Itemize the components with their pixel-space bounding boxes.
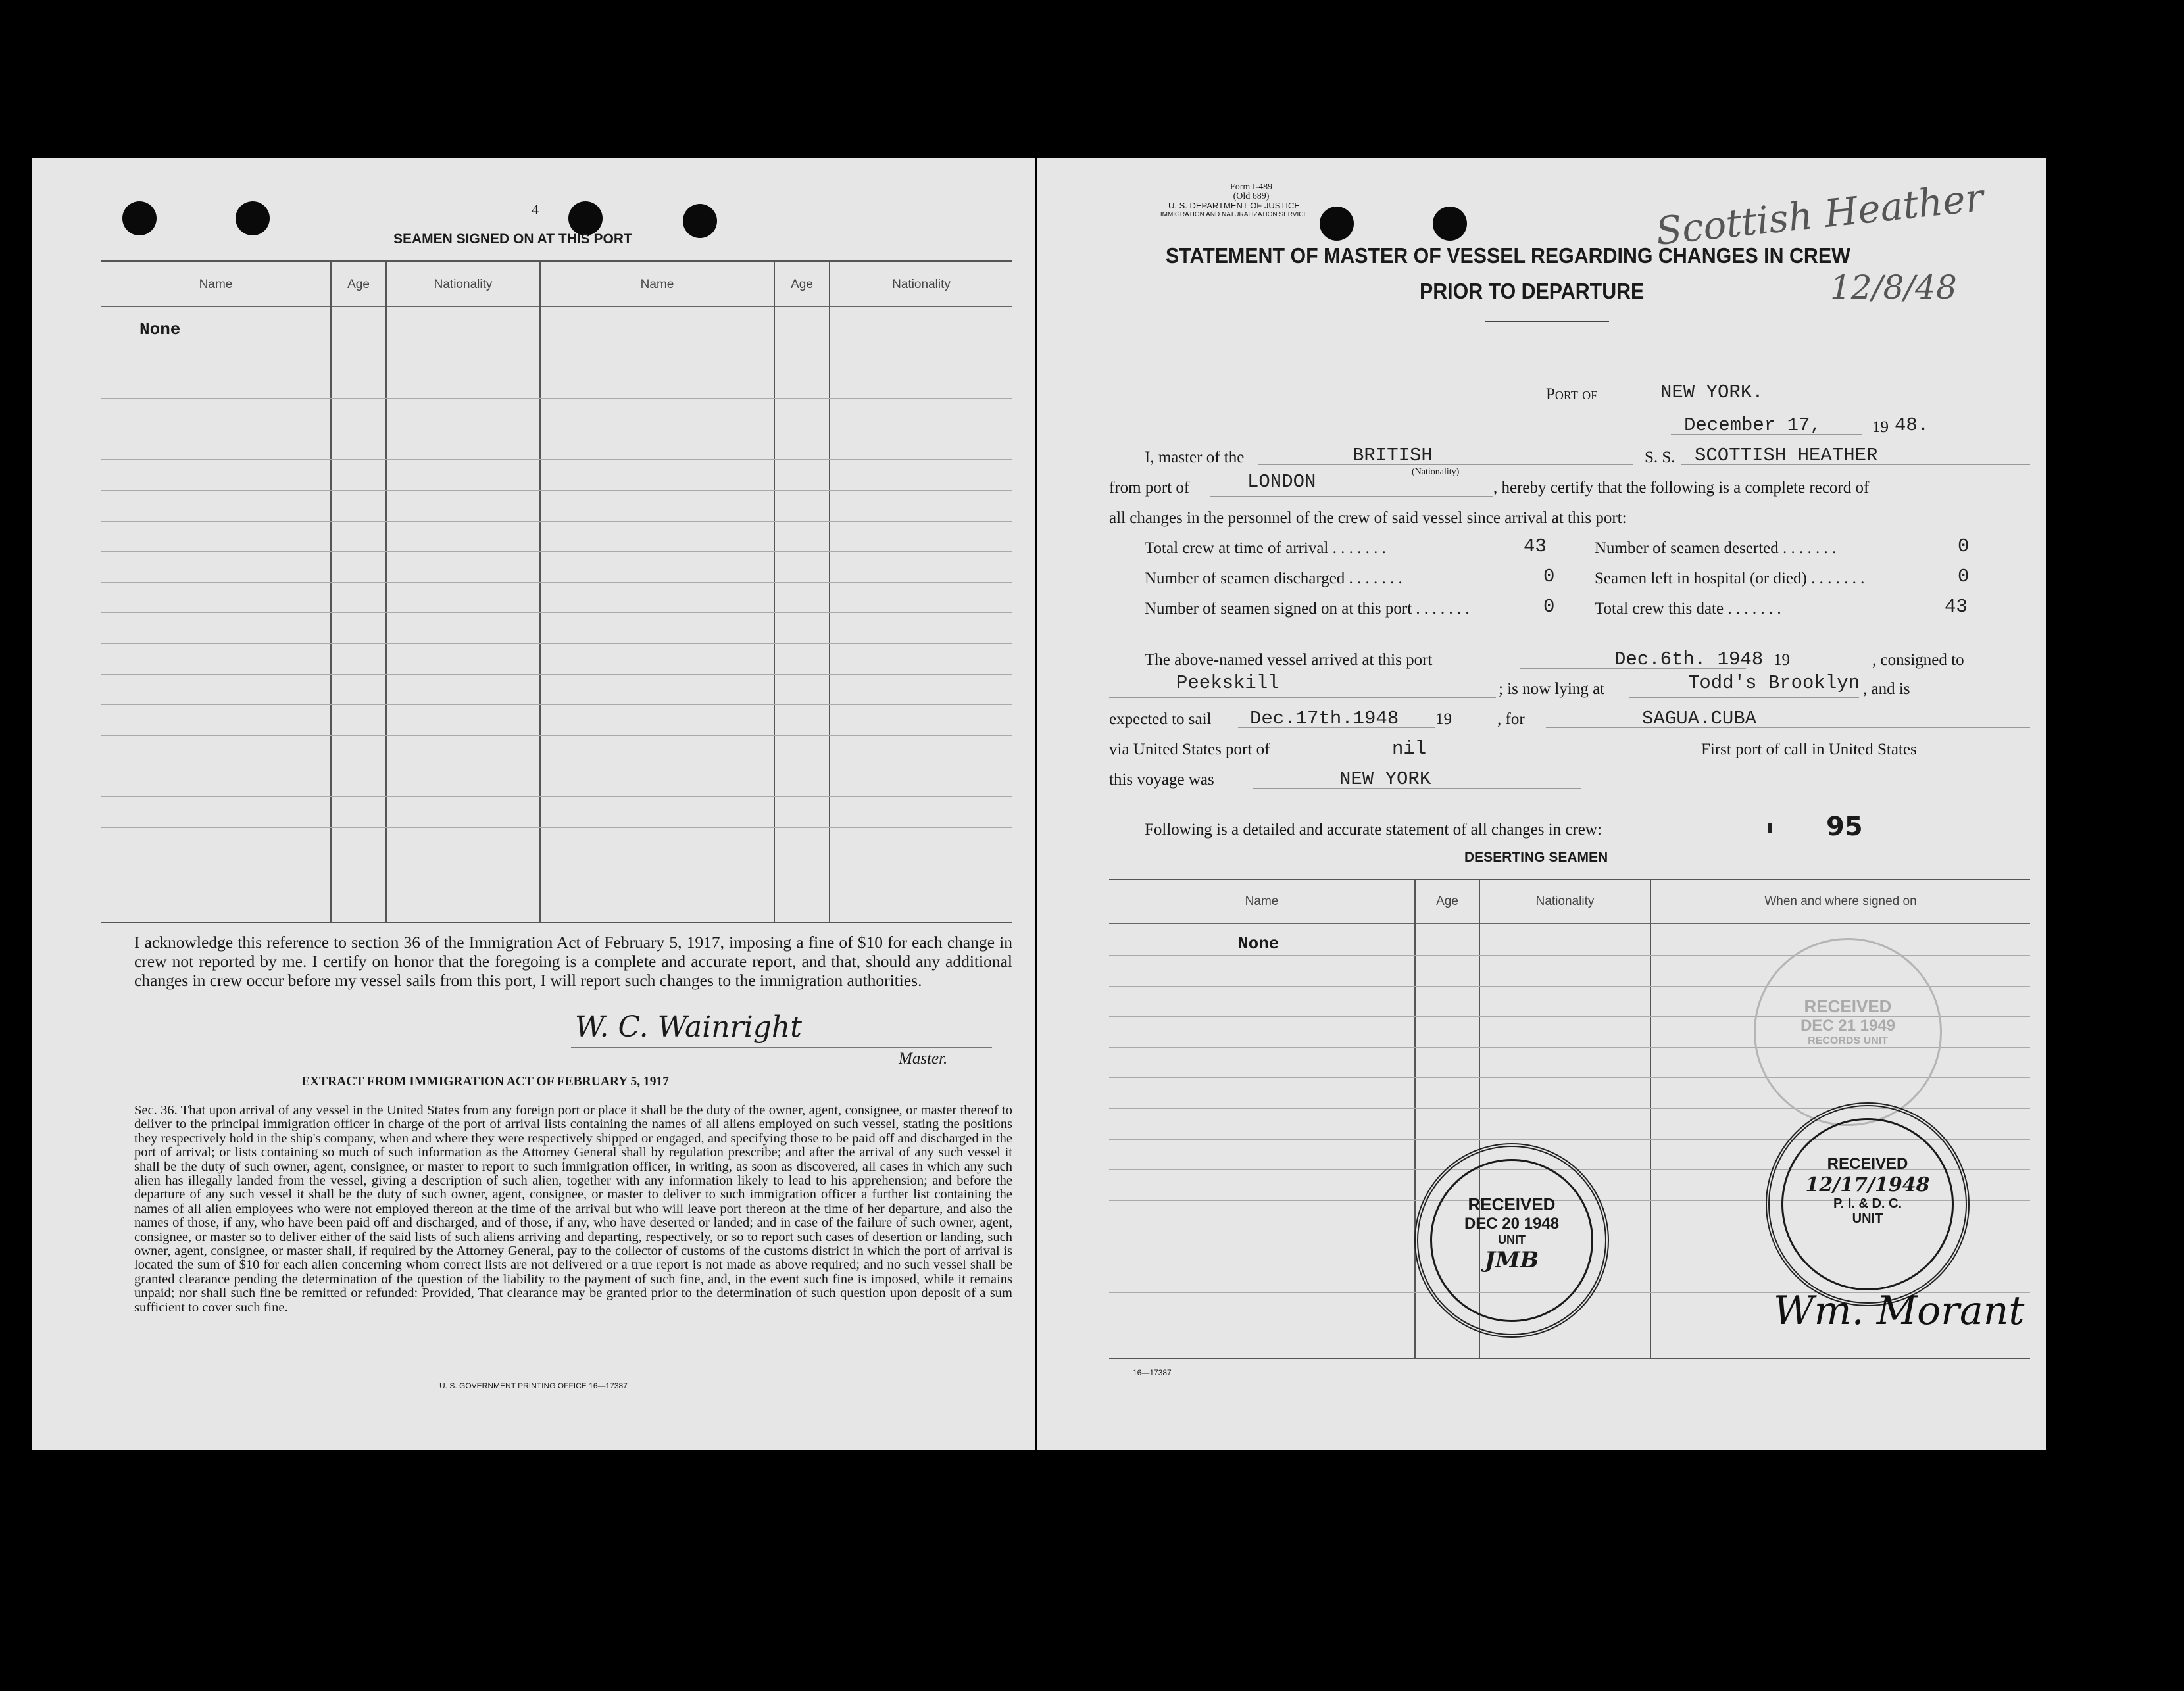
via-value: nil [1392,738,1427,760]
from-port-value: LONDON [1247,471,1316,493]
column-divider [1414,879,1416,1358]
left-page [32,158,1035,1450]
received-stamp-left: RECEIVED DEC 20 1948 UNIT JMB [1414,1143,1609,1338]
table-bottom-rule [101,922,1012,923]
port-label: Port of [1546,385,1598,403]
tick-mark [1768,823,1772,833]
table-row-rule [101,459,1012,460]
table-row-rule [101,521,1012,522]
punch-hole [122,201,157,235]
voyage-value: NEW YORK [1339,768,1431,790]
first-call-label: First port of call in United States [1701,741,1917,758]
stat-label: Seamen left in hospital (or died) . . . . . . . [1595,570,1865,587]
page-number: 4 [532,201,539,218]
column-header-nationality: Nationality [892,278,951,291]
master-label: Master. [899,1050,948,1067]
department-name: U. S. DEPARTMENT OF JUSTICE [1168,201,1301,210]
column-header-name: Name [199,278,233,291]
stat-label: Number of seamen deserted . . . . . . . [1595,539,1837,557]
lying-rule [1629,697,1859,698]
column-divider [539,260,541,922]
table-row-rule [101,582,1012,583]
punch-hole [236,201,270,235]
table-row-rule [101,674,1012,675]
column-header-age: Age [347,278,370,291]
stat-label: Total crew this date . . . . . . . [1595,600,1781,618]
nationality-rule [1258,464,1633,465]
nationality-caption: (Nationality) [1412,467,1460,477]
and-is-label: , and is [1863,680,1910,698]
sail-label: expected to sail [1109,710,1212,728]
table-header-rule [1109,923,2030,924]
printer-line: 16—17387 [1133,1368,1172,1377]
printer-line: U. S. GOVERNMENT PRINTING OFFICE 16—17387 [439,1381,628,1390]
column-header-name: Name [1245,895,1279,908]
stat-value: 0 [1958,535,1970,557]
from-port-label: from port of [1109,479,1190,497]
table-entry: None [139,320,181,339]
form-title-line2: PRIOR TO DEPARTURE [1420,279,1645,303]
consigned-label: , consigned to [1872,651,1964,669]
stat-label: Number of seamen signed on at this port . . . . . . . [1145,600,1470,618]
title-rule [1485,321,1609,322]
table-row-rule [101,490,1012,491]
master-signature: W. C. Wainright [575,1010,802,1044]
table-top-rule [101,260,1012,262]
master-of-label: I, master of the [1145,449,1245,466]
table-row-rule [101,612,1012,613]
from-port-rule [1210,496,1493,497]
stat-label: Number of seamen discharged . . . . . . . [1145,570,1402,587]
arrived-year-prefix: 19 [1774,651,1790,669]
form-title-line1: STATEMENT OF MASTER OF VESSEL REGARDING CHANGES IN CREW [1166,243,1850,268]
table-row-rule [101,551,1012,552]
table-row-rule [101,704,1012,705]
year-value: 48. [1895,414,1929,436]
handwritten-date: 12/8/48 [1830,268,1957,306]
ss-label: S. S. [1645,449,1675,466]
changes-text: all changes in the personnel of the crew of said vessel since arrival at this port: [1109,509,1627,527]
form-number: Form I-489 [1229,182,1273,192]
arrived-label: The above-named vessel arrived at this port [1145,651,1433,669]
stat-value: 43 [1945,596,1968,618]
service-name: IMMIGRATION AND NATURALIZATION SERVICE [1160,211,1308,218]
stat-label: Total crew at time of arrival . . . . . . . [1145,539,1386,557]
crew-changes-mark: 95 [1826,812,1863,842]
officer-signature: Wm. Morant [1774,1288,2025,1334]
received-stamp-faint: RECEIVED DEC 21 1949 RECORDS UNIT [1754,938,1942,1126]
extract-body: Sec. 36. That upon arrival of any vessel in the United States from any foreign port or place it shall be the duty of the owner, agent, consignee, or master thereof to deliver to the principal immigration officer in charge of the port of arrival lists containing the names of all aliens employed on such vessel, stating the positions they respectively hold in the ship's company, when and where they were respectively shipped or engaged, and specifying those to be paid off and discharged in the port of arrival; or lists containing so much of such information as the Attorney General shall by regulation prescribe; and after the arrival of any such vessel it shall be the duty of such owner, agent, consignee, or master to report to such immigration officer, in writing, as soon as discovered, all cases in which any such alien has illegally landed from the vessel, giving a description of such alien, together with any information likely to lead to his apprehension; and before the departure of any such vessel it shall be the duty of such owner, agent, consignee, or master to deliver to such immigration officer a further list containing the names of all alien employees who were not employed thereon at the time of the arrival but who will leave port thereon at the time of her departure, and also the names of those, if any, who have been paid off and discharged, and of those, if any, who have deserted or landed; and in case of the failure of such owner, agent, consignee, or master so to deliver either of the said lists of such aliens arriving and departing, respectively, or so to report such cases of desertion or landing, such owner, agent, consignee, or master shall, if required by the Attorney General, pay to the collector of customs of the customs district in which the port of arrival is located the sum of $10 for each alien concerning whom correct lists are not delivered or a true report is not made as above required; and no such vessel shall be granted clearance pending the determination of the question of the liability to the payment of such fine, and, in the event such fine is imposed, while it remains unpaid; nor shall such fine be remitted or refunded: Provided, That clearance may be granted prior to the determination of such question upon deposit of a sum sufficient to cover such fine. [134,1103,1012,1315]
column-header-nationality: Nationality [1535,895,1595,908]
lying-value: Todd's Brooklyn [1688,672,1860,694]
column-divider [1650,879,1651,1358]
form-header [1185,183,1317,201]
for-rule [1546,727,2030,728]
column-header-signed-on: When and where signed on [1764,895,1917,908]
column-header-name: Name [640,278,674,291]
nationality-value: BRITISH [1353,445,1433,466]
table-row-rule [101,643,1012,644]
table-row-rule [101,735,1012,736]
table-row-rule [101,796,1012,797]
column-divider [829,260,830,922]
acknowledgement-text: I acknowledge this reference to section 36 of the Immigration Act of February 5, 1917, imposing a fine of $10 for each change in crew not reported by me. I certify on honor that the foregoing is a complete and accurate report, and that, should any additional changes in crew occur before my vessel sails from this port, I will report such changes to the immigration authorities. [134,933,1012,990]
table-row-rule [101,827,1012,828]
punch-hole [568,201,603,235]
consigned-rule [1109,697,1496,698]
voyage-label: this voyage was [1109,771,1214,789]
column-header-age: Age [791,278,813,291]
following-label: Following is a detailed and accurate statement of all changes in crew: [1145,821,1602,839]
column-divider [385,260,387,922]
table-row-rule [101,398,1012,399]
stat-value: 0 [1543,566,1555,587]
table-bottom-rule [1109,1358,2030,1359]
ship-name: SCOTTISH HEATHER [1695,445,1878,466]
section-title: SEAMEN SIGNED ON AT THIS PORT [393,232,632,247]
signature-rule [571,1047,992,1048]
stat-value: 0 [1958,566,1970,587]
column-divider [330,260,332,922]
right-page [1037,158,2046,1450]
port-value: NEW YORK. [1660,381,1764,403]
department-header [1096,201,1372,220]
punch-hole [1433,207,1467,241]
year-prefix: 19 [1872,418,1889,436]
sail-value: Dec.17th.1948 [1250,708,1399,729]
consigned-value: Peekskill [1176,672,1279,694]
stat-value: 0 [1543,596,1555,618]
date-value: December 17, [1684,414,1822,436]
sail-year-prefix: 19 [1435,710,1452,728]
deserting-title: DESERTING SEAMEN [1464,850,1608,865]
column-header-nationality: Nationality [434,278,493,291]
table-header-rule [101,306,1012,307]
extract-title: EXTRACT FROM IMMIGRATION ACT OF FEBRUARY 5, 1917 [301,1075,670,1089]
for-label: , for [1497,710,1525,728]
certify-text: , hereby certify that the following is a complete record of [1493,479,1870,497]
stat-value: 43 [1524,535,1547,557]
received-stamp-right: RECEIVED 12/17/1948 P. I. & D. C. UNIT [1766,1102,1970,1306]
arrived-value: Dec.6th. 1948 [1614,649,1764,670]
table-entry: None [1238,934,1279,954]
column-header-age: Age [1436,895,1458,908]
punch-hole [683,204,717,238]
for-value: SAGUA.CUBA [1642,708,1757,729]
lying-label: ; is now lying at [1499,680,1605,698]
handwritten-ship-name: Scottish Heather [1653,175,1986,254]
column-divider [774,260,775,922]
via-label: via United States port of [1109,741,1270,758]
form-old-number: (Old 689) [1233,191,1270,201]
table-top-rule [1109,879,2030,880]
